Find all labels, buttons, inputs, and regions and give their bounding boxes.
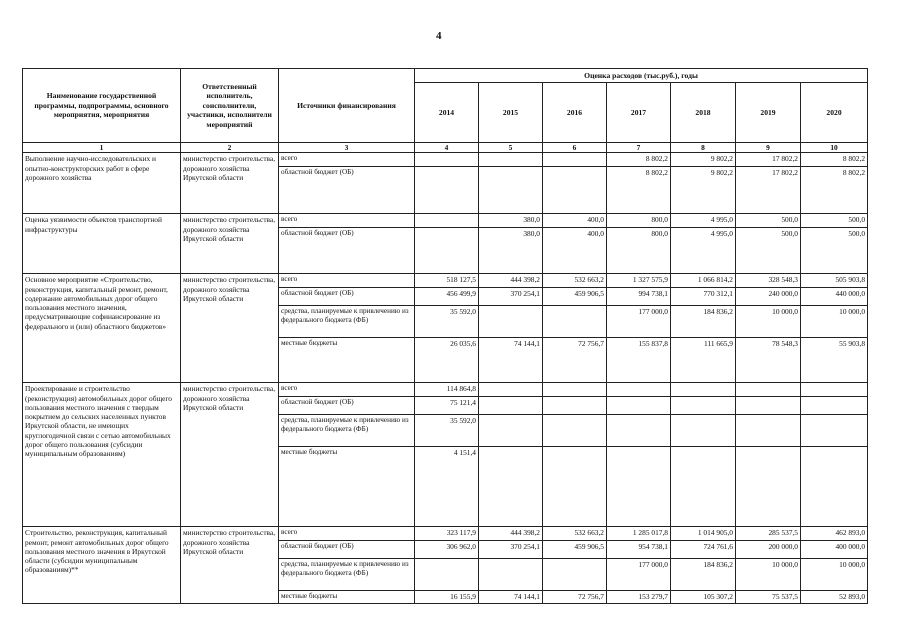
column-index: 1 bbox=[23, 143, 181, 153]
expense-value: 462 893,0 bbox=[801, 527, 868, 541]
expense-value: 323 117,9 bbox=[415, 527, 479, 541]
measure-name: Основное мероприятие «Строительство, реконструкция, капитальный ремонт, ремонт, содержание автомобильных дорог общего пользования местного значения, предусматривающие софинансирование из федерального и (или) областного бюджетов» bbox=[23, 274, 181, 383]
expense-value: 16 155,9 bbox=[415, 591, 479, 603]
table-row bbox=[23, 274, 868, 288]
expense-value: 4 995,0 bbox=[671, 214, 736, 228]
expense-value: 55 903,8 bbox=[801, 338, 868, 383]
table-row bbox=[23, 383, 868, 397]
expense-value bbox=[543, 447, 607, 527]
expense-value: 328 548,3 bbox=[736, 274, 801, 288]
funding-source: областной бюджет (ОБ) bbox=[279, 228, 415, 274]
header-year: 2015 bbox=[479, 83, 543, 143]
measure-name: Выполнение научно-исследовательских и опытно-конструкторских работ в сфере дорожного хозяйства bbox=[23, 153, 181, 214]
column-index: 8 bbox=[671, 143, 736, 153]
expense-value: 75 121,4 bbox=[415, 397, 479, 415]
expense-value bbox=[543, 306, 607, 338]
expense-value: 200 000,0 bbox=[736, 541, 801, 559]
column-index: 9 bbox=[736, 143, 801, 153]
expense-value: 177 000,0 bbox=[607, 559, 671, 591]
expense-value: 1 327 575,9 bbox=[607, 274, 671, 288]
expense-value: 4 151,4 bbox=[415, 447, 479, 527]
expense-value: 1 014 905,0 bbox=[671, 527, 736, 541]
header-year: 2016 bbox=[543, 83, 607, 143]
measure-name: Оценка уязвимости объектов транспортной инфраструктуры bbox=[23, 214, 181, 274]
expense-value bbox=[671, 447, 736, 527]
expense-value: 17 802,2 bbox=[736, 167, 801, 214]
expense-value bbox=[543, 153, 607, 167]
expense-value: 72 756,7 bbox=[543, 591, 607, 603]
expense-value: 500,0 bbox=[736, 214, 801, 228]
responsible-executor: министерство строительства, дорожного хозяйства Иркутской области bbox=[181, 214, 279, 274]
header-name: Наименование государственной программы, подпрограммы, основного мероприятия, мероприятия bbox=[23, 69, 181, 143]
expense-value bbox=[543, 383, 607, 397]
expense-value: 532 663,2 bbox=[543, 527, 607, 541]
expense-value bbox=[479, 559, 543, 591]
column-index: 3 bbox=[279, 143, 415, 153]
responsible-executor: министерство строительства, дорожного хозяйства Иркутской области bbox=[181, 274, 279, 383]
funding-source: областной бюджет (ОБ) bbox=[279, 288, 415, 306]
expense-value: 9 802,2 bbox=[671, 153, 736, 167]
expense-value bbox=[543, 167, 607, 214]
expense-value: 10 000,0 bbox=[801, 559, 868, 591]
expense-value: 26 035,6 bbox=[415, 338, 479, 383]
expense-value: 770 312,1 bbox=[671, 288, 736, 306]
expense-value: 4 995,0 bbox=[671, 228, 736, 274]
expense-value bbox=[415, 153, 479, 167]
expense-value bbox=[479, 306, 543, 338]
expense-value bbox=[415, 214, 479, 228]
funding-source: областной бюджет (ОБ) bbox=[279, 397, 415, 415]
column-index: 5 bbox=[479, 143, 543, 153]
expense-value: 1 066 814,2 bbox=[671, 274, 736, 288]
expense-value: 9 802,2 bbox=[671, 167, 736, 214]
expense-value: 306 962,0 bbox=[415, 541, 479, 559]
expense-value: 74 144,1 bbox=[479, 338, 543, 383]
column-index: 10 bbox=[801, 143, 868, 153]
expense-value bbox=[671, 415, 736, 447]
expense-value: 800,0 bbox=[607, 228, 671, 274]
expense-value bbox=[479, 397, 543, 415]
table-row bbox=[23, 153, 868, 167]
expense-value: 72 756,7 bbox=[543, 338, 607, 383]
expense-value: 153 279,7 bbox=[607, 591, 671, 603]
expense-value: 518 127,5 bbox=[415, 274, 479, 288]
funding-source: средства, планируемые к привлечению из федерального бюджета (ФБ) bbox=[279, 306, 415, 338]
expense-value: 459 906,5 bbox=[543, 288, 607, 306]
expense-value: 8 802,2 bbox=[607, 167, 671, 214]
expense-value: 10 000,0 bbox=[801, 306, 868, 338]
header-sources: Источники финансирования bbox=[279, 69, 415, 143]
expense-value bbox=[479, 415, 543, 447]
expense-value: 400,0 bbox=[543, 214, 607, 228]
measure-name: Строительство, реконструкция, капитальный ремонт, ремонт автомобильных дорог общего пользования местного значения в Иркутской области (субсидии муниципальным образованиям)** bbox=[23, 527, 181, 603]
expense-value: 155 837,8 bbox=[607, 338, 671, 383]
expense-value: 444 398,2 bbox=[479, 274, 543, 288]
responsible-executor: министерство строительства, дорожного хозяйства Иркутской области bbox=[181, 527, 279, 603]
expense-value: 8 802,2 bbox=[607, 153, 671, 167]
expense-value: 285 537,5 bbox=[736, 527, 801, 541]
expense-value: 52 893,0 bbox=[801, 591, 868, 603]
expense-value: 500,0 bbox=[801, 214, 868, 228]
expense-value bbox=[736, 447, 801, 527]
expense-value bbox=[736, 397, 801, 415]
expense-value: 78 548,3 bbox=[736, 338, 801, 383]
funding-source: средства, планируемые к привлечению из федерального бюджета (ФБ) bbox=[279, 415, 415, 447]
header-year: 2014 bbox=[415, 83, 479, 143]
expense-value: 114 864,8 bbox=[415, 383, 479, 397]
header-responsible: Ответственный исполнитель, соисполнители, участники, исполнители мероприятий bbox=[181, 69, 279, 143]
expense-value: 456 499,9 bbox=[415, 288, 479, 306]
expense-value: 800,0 bbox=[607, 214, 671, 228]
expense-value bbox=[607, 447, 671, 527]
expense-value bbox=[607, 383, 671, 397]
column-index: 6 bbox=[543, 143, 607, 153]
expense-value: 459 906,5 bbox=[543, 541, 607, 559]
expense-value: 240 000,0 bbox=[736, 288, 801, 306]
expense-value: 10 000,0 bbox=[736, 306, 801, 338]
expense-value: 75 537,5 bbox=[736, 591, 801, 603]
expense-value bbox=[543, 397, 607, 415]
expense-value: 184 836,2 bbox=[671, 306, 736, 338]
expense-value: 35 592,0 bbox=[415, 415, 479, 447]
expense-value bbox=[607, 415, 671, 447]
expense-value: 105 307,2 bbox=[671, 591, 736, 603]
expense-value bbox=[801, 447, 868, 527]
expense-value bbox=[801, 383, 868, 397]
expense-value bbox=[479, 383, 543, 397]
expense-value: 500,0 bbox=[801, 228, 868, 274]
responsible-executor: министерство строительства, дорожного хозяйства Иркутской области bbox=[181, 153, 279, 214]
expense-value bbox=[543, 559, 607, 591]
funding-source: средства, планируемые к привлечению из федерального бюджета (ФБ) bbox=[279, 559, 415, 591]
expense-value bbox=[607, 397, 671, 415]
expense-value bbox=[479, 153, 543, 167]
expense-value: 8 802,2 bbox=[801, 167, 868, 214]
expense-value: 440 000,0 bbox=[801, 288, 868, 306]
funding-source: областной бюджет (ОБ) bbox=[279, 167, 415, 214]
expense-value: 505 903,8 bbox=[801, 274, 868, 288]
expense-value bbox=[801, 415, 868, 447]
header-year: 2019 bbox=[736, 83, 801, 143]
funding-source: областной бюджет (ОБ) bbox=[279, 541, 415, 559]
expense-value bbox=[801, 397, 868, 415]
expense-value: 1 285 017,8 bbox=[607, 527, 671, 541]
expense-value: 35 592,0 bbox=[415, 306, 479, 338]
expense-value: 184 836,2 bbox=[671, 559, 736, 591]
expense-value: 111 665,9 bbox=[671, 338, 736, 383]
column-index-row bbox=[23, 143, 868, 153]
expense-value: 74 144,1 bbox=[479, 591, 543, 603]
expense-table bbox=[22, 68, 868, 604]
expense-value: 400,0 bbox=[543, 228, 607, 274]
expense-value: 8 802,2 bbox=[801, 153, 868, 167]
expense-value: 370 254,1 bbox=[479, 541, 543, 559]
measure-name: Проектирование и строительство (реконструкция) автомобильных дорог общего пользования местного значения с твердым покрытием до сельских населенных пунктов Иркутской области, не имеющих круглогодичной связи с сетью автомобильных дорог общего пользования (субсидии муниципальным образованиям) bbox=[23, 383, 181, 527]
expense-value bbox=[671, 383, 736, 397]
expense-value: 380,0 bbox=[479, 214, 543, 228]
table-row bbox=[23, 214, 868, 228]
header-year: 2020 bbox=[801, 83, 868, 143]
column-index: 7 bbox=[607, 143, 671, 153]
expense-value: 954 738,1 bbox=[607, 541, 671, 559]
expense-value: 724 761,6 bbox=[671, 541, 736, 559]
expense-value: 10 000,0 bbox=[736, 559, 801, 591]
expense-value: 444 398,2 bbox=[479, 527, 543, 541]
expense-value: 532 663,2 bbox=[543, 274, 607, 288]
page-number: 4 bbox=[436, 30, 442, 42]
header-estimate: Оценка расходов (тыс.руб.), годы bbox=[415, 69, 868, 83]
expense-value: 500,0 bbox=[736, 228, 801, 274]
expense-value: 17 802,2 bbox=[736, 153, 801, 167]
expense-value: 380,0 bbox=[479, 228, 543, 274]
expense-value bbox=[415, 167, 479, 214]
funding-source: местные бюджеты bbox=[279, 591, 415, 603]
table-row bbox=[23, 527, 868, 541]
funding-source: всего bbox=[279, 383, 415, 397]
column-index: 4 bbox=[415, 143, 479, 153]
funding-source: всего bbox=[279, 153, 415, 167]
expense-value: 994 738,1 bbox=[607, 288, 671, 306]
expense-value bbox=[415, 559, 479, 591]
header-year: 2017 bbox=[607, 83, 671, 143]
funding-source: всего bbox=[279, 214, 415, 228]
responsible-executor: министерство строительства, дорожного хозяйства Иркутской области bbox=[181, 383, 279, 527]
expense-value bbox=[736, 415, 801, 447]
column-index: 2 bbox=[181, 143, 279, 153]
expense-value bbox=[415, 228, 479, 274]
expense-value: 400 000,0 bbox=[801, 541, 868, 559]
expense-value bbox=[479, 167, 543, 214]
header-year: 2018 bbox=[671, 83, 736, 143]
funding-source: местные бюджеты bbox=[279, 447, 415, 527]
funding-source: всего bbox=[279, 274, 415, 288]
expense-value bbox=[543, 415, 607, 447]
expense-value bbox=[671, 397, 736, 415]
expense-value: 370 254,1 bbox=[479, 288, 543, 306]
funding-source: местные бюджеты bbox=[279, 338, 415, 383]
expense-value bbox=[479, 447, 543, 527]
expense-value bbox=[736, 383, 801, 397]
funding-source: всего bbox=[279, 527, 415, 541]
expense-value: 177 000,0 bbox=[607, 306, 671, 338]
